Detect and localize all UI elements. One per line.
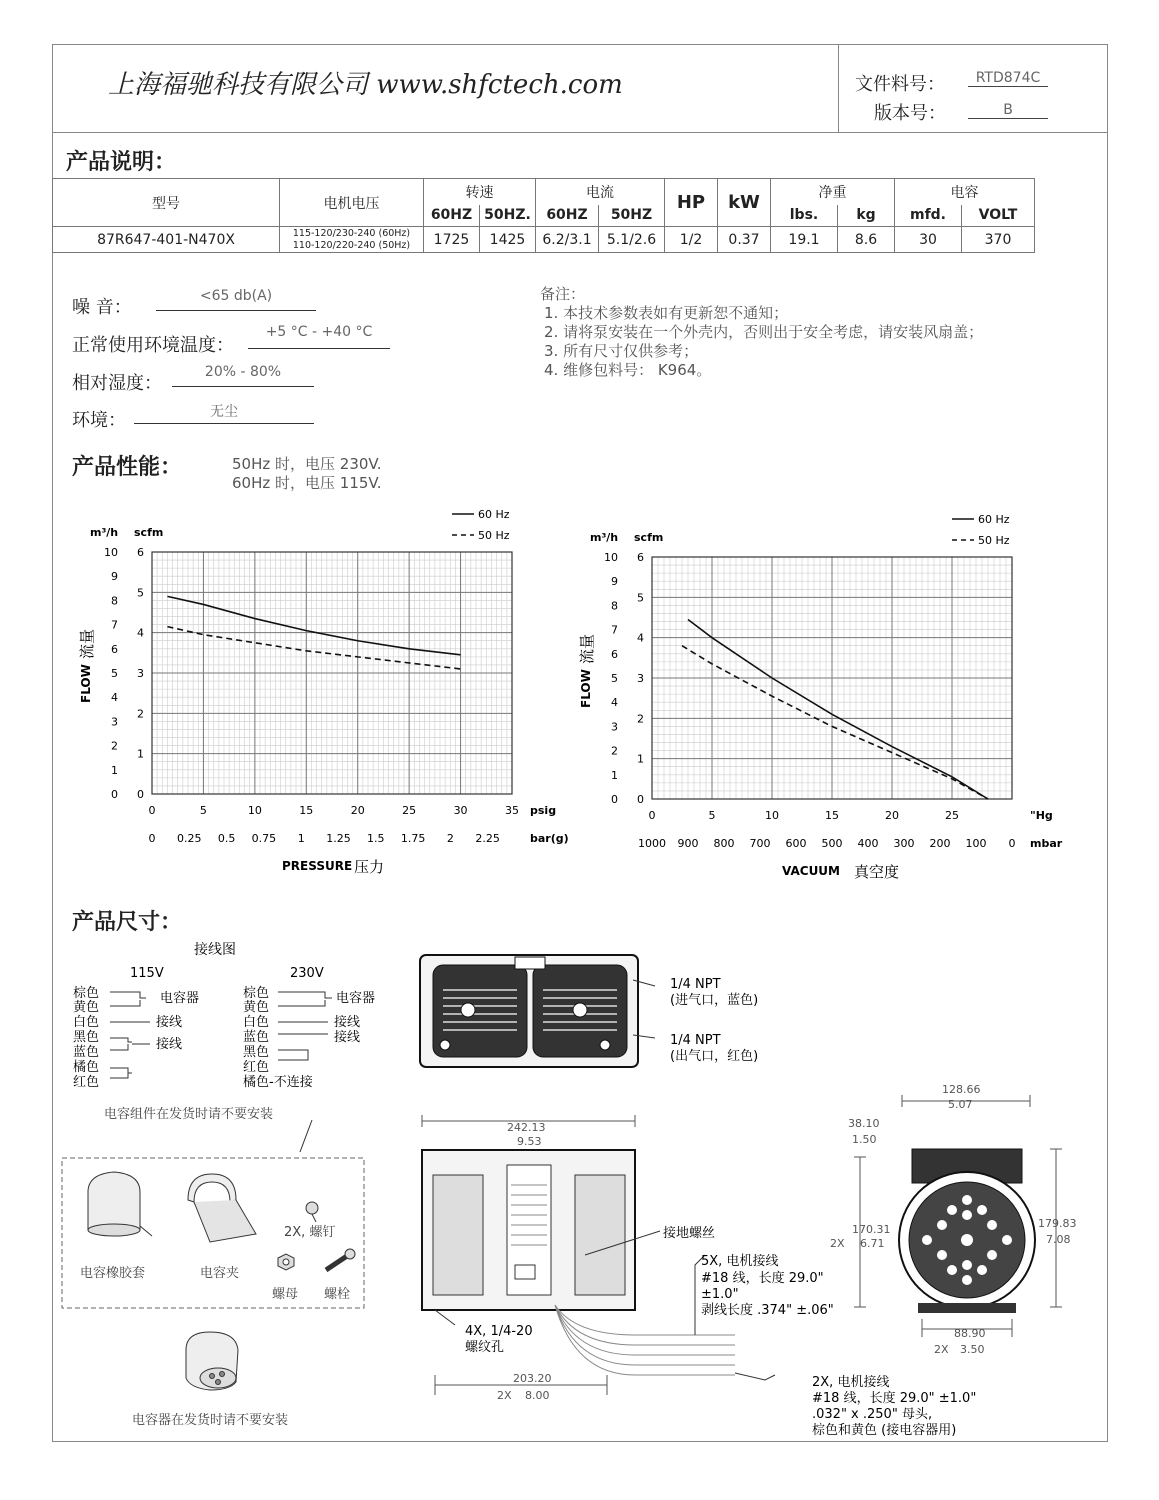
y2-tick-label: 3 (611, 720, 618, 734)
y2-tick-label: 4 (111, 691, 118, 705)
y-unit-label: scfm (634, 531, 664, 544)
performance-line1: 50Hz 时，电压 230V. (232, 455, 382, 473)
x2-unit-label: mbar (1030, 837, 1063, 850)
th-mfd: mfd. (895, 205, 962, 227)
env-label: 环境： (72, 410, 126, 431)
y2-tick-label: 0 (611, 793, 618, 806)
y-tick-label: 4 (637, 631, 644, 645)
wire2-3: .032" x .250" 母头, (812, 1407, 933, 1422)
y2-tick-label: 5 (111, 667, 118, 680)
th-kw: kW (718, 179, 771, 227)
doc-no-value: RTD874C (968, 70, 1048, 87)
wire230-5: 红色 (243, 1060, 270, 1075)
x2-tick-label: 500 (821, 837, 843, 850)
y2-tick-label: 6 (111, 642, 118, 656)
wire2-2: #18 线，长度 29.0" ±1.0" (812, 1391, 977, 1406)
th-60hz: 60HZ (424, 205, 480, 227)
cap-note: 电容组件在发货时请不要安装 (104, 1107, 274, 1122)
wire230-1: 黄色 (243, 1000, 270, 1015)
dim-242: 242.13 (507, 1121, 546, 1134)
dim-800: 8.00 (525, 1389, 550, 1402)
y2-tick-label: 3 (111, 715, 118, 729)
dim-2x-350: 2X (934, 1343, 949, 1356)
x-tick-label: 35 (505, 804, 519, 817)
series-line-0 (167, 596, 460, 654)
company-name: 上海福驰科技有限公司 www.shfctech.com (108, 70, 623, 100)
dim-20320: 203.20 (513, 1372, 552, 1385)
dim-708: 7.08 (1046, 1233, 1071, 1246)
connect-115b: 接线 (156, 1037, 183, 1052)
th-current: 电流 (536, 179, 665, 205)
y-axis-label: FLOW (79, 664, 93, 703)
note-2: 2. 请将泵安装在一个外壳内，否则出于安全考虑，请安装风扇盖； (544, 323, 984, 341)
dim-671: 6.71 (860, 1237, 885, 1250)
note-4: 4. 维修包料号： K964。 (544, 361, 712, 379)
cell-cur60: 6.2/3.1 (536, 227, 599, 253)
th-lbs: lbs. (771, 205, 838, 227)
y-tick-label: 3 (637, 672, 644, 685)
y2-tick-label: 2 (611, 744, 618, 758)
part-screw: 2X, 螺钉 (284, 1225, 336, 1240)
wire5-4: 剥线长度 .374" ±.06" (701, 1303, 834, 1318)
pump-top-view (415, 950, 815, 1075)
y2-tick-label: 6 (611, 647, 618, 661)
x-tick-label: 20 (885, 809, 899, 822)
cell-model: 87R647-401-N470X (53, 227, 280, 253)
th-voltage: 电机电压 (280, 179, 424, 227)
dimensions-title: 产品尺寸： (72, 910, 183, 935)
cell-cur50: 5.1/2.6 (599, 227, 665, 253)
cap-note2: 电容器在发货时请不要安装 (132, 1413, 289, 1428)
version-label: 版本号： (874, 103, 946, 124)
x2-tick-label: 1.75 (400, 832, 426, 845)
y2-tick-label: 10 (604, 551, 618, 564)
npt-in: 1/4 NPT (670, 977, 721, 992)
holes-1: 4X, 1/4-20 (465, 1324, 533, 1339)
y-tick-label: 0 (637, 793, 644, 806)
clip-icon (188, 1174, 256, 1242)
x2-tick-label: 400 (857, 837, 879, 850)
performance-title: 产品性能： (72, 455, 183, 480)
part-boot: 电容橡胶套 (80, 1266, 146, 1281)
noise-label: 噪 音： (72, 297, 132, 318)
x-axis-label: VACUUM (782, 864, 840, 878)
x-tick-label: 10 (247, 804, 262, 817)
x2-tick-label: 900 (677, 837, 699, 850)
wires-230-labels (243, 985, 313, 1090)
cell-hp: 1/2 (665, 227, 718, 253)
wire115-4: 蓝色 (73, 1045, 100, 1060)
connect-230a: 接线 (334, 1015, 361, 1030)
cell-volt: 370 (962, 227, 1035, 253)
x-axis-label-cn: 压力 (354, 858, 385, 876)
dim-350: 3.50 (960, 1343, 985, 1356)
wire115-1: 黄色 (73, 1000, 100, 1015)
th-volt: VOLT (962, 205, 1035, 227)
notes-title: 备注： (540, 285, 586, 303)
x-tick-label: 0 (648, 809, 656, 822)
version-value: B (968, 102, 1048, 119)
wiring-diagram (60, 930, 380, 1435)
y-tick-label: 0 (137, 788, 144, 801)
performance-line2: 60Hz 时，电压 115V. (232, 474, 382, 492)
header-vdivider (838, 44, 839, 132)
dim-8890: 88.90 (954, 1327, 986, 1340)
capacitor-icon (186, 1332, 238, 1390)
vacuum-flow-chart (570, 505, 1070, 890)
y-axis-label-cn: 流量 (78, 628, 96, 659)
x-tick-label: 20 (350, 804, 365, 817)
x2-tick-label: 1.25 (326, 832, 351, 845)
x2-tick-label: 0 (148, 832, 156, 845)
th-cap: 电容 (895, 179, 1035, 205)
y2-tick-label: 0 (111, 788, 118, 801)
x2-unit-label: bar(g) (530, 832, 569, 845)
th-model: 型号 (53, 179, 280, 227)
x-tick-label: 15 (299, 804, 314, 817)
env-value: 无尘 (134, 401, 314, 424)
wire2-callout (812, 1370, 1072, 1440)
holes-2: 螺纹孔 (465, 1340, 505, 1355)
x-unit-label: "Hg (1030, 809, 1053, 822)
x2-tick-label: 1 (297, 832, 305, 845)
y-tick-label: 5 (137, 586, 144, 600)
humidity-value: 20% - 80% (172, 364, 314, 387)
th-kg: kg (838, 205, 895, 227)
label-230v: 230V (290, 966, 324, 981)
wires-230-lines (278, 992, 332, 1060)
cell-mfd: 30 (895, 227, 962, 253)
x2-tick-label: 0.25 (177, 832, 202, 845)
noise-value: <65 db(A) (156, 288, 316, 311)
npt-out-sub: (出气口，红色) (670, 1049, 759, 1064)
cell-rpm60: 1725 (424, 227, 480, 253)
connect-115a: 接线 (156, 1015, 183, 1030)
temp-value: +5 °C - +40 °C (248, 324, 390, 349)
wire2-1: 2X, 电机接线 (812, 1375, 890, 1390)
y-tick-label: 5 (637, 591, 644, 605)
x-tick-label: 5 (708, 809, 716, 822)
cell-lbs: 19.1 (771, 227, 838, 253)
wire230-4: 黑色 (243, 1045, 270, 1060)
th-60hz-b: 60HZ (536, 205, 599, 227)
wire230-2: 白色 (243, 1015, 270, 1030)
wire115-3: 黑色 (73, 1030, 100, 1045)
spec-table (52, 178, 1035, 253)
part-nut: 螺母 (272, 1287, 299, 1302)
th-50hz-b: 50HZ (599, 205, 665, 227)
y2-tick-label: 5 (611, 672, 618, 685)
th-hp: HP (665, 179, 718, 227)
note-1: 1. 本技术参数表如有更新恕不通知； (544, 304, 789, 322)
dim-17983: 179.83 (1038, 1217, 1077, 1230)
x2-tick-label: 1000 (638, 837, 666, 850)
wire5-3: ±1.0" (701, 1287, 739, 1302)
dim-3810: 38.10 (848, 1117, 880, 1130)
y2-tick-label: 9 (611, 575, 618, 589)
y2-tick-label: 1 (111, 763, 118, 777)
wire115-2: 白色 (73, 1015, 100, 1030)
wire115-0: 棕色 (73, 986, 100, 1001)
x-tick-label: 30 (453, 804, 468, 817)
label-115v: 115V (130, 966, 164, 981)
y-axis-label-cn: 流量 (578, 633, 596, 664)
x-tick-label: 0 (148, 804, 156, 817)
npt-out: 1/4 NPT (670, 1033, 721, 1048)
wiring-title: 接线图 (194, 942, 236, 958)
series-line-1 (682, 646, 988, 799)
wire230-0: 棕色 (243, 986, 270, 1001)
cap-230: 电容器 (336, 991, 376, 1006)
wire115-5: 橘色 (73, 1060, 100, 1075)
wires-115-labels (73, 985, 99, 1090)
y2-tick-label: 1 (611, 768, 618, 782)
screw-icon (306, 1202, 318, 1222)
x-tick-label: 25 (402, 804, 417, 817)
dim-2x-671: 2X (830, 1237, 845, 1250)
dim-12866: 128.66 (942, 1083, 981, 1096)
y-tick-label: 4 (137, 626, 144, 640)
npt-in-sub: (进气口，蓝色) (670, 993, 759, 1008)
x2-tick-label: 0.5 (217, 832, 236, 845)
y2-tick-label: 9 (111, 570, 118, 584)
connect-230b: 接线 (334, 1030, 361, 1045)
cell-voltage-50: 110-120/220-240 (50Hz) (292, 239, 411, 251)
legend-label-1: 50 Hz (478, 529, 510, 542)
part-clip: 电容夹 (200, 1266, 240, 1281)
y2-tick-label: 4 (611, 696, 618, 710)
x-unit-label: psig (530, 804, 557, 817)
y-tick-label: 1 (137, 747, 144, 761)
doc-no-label: 文件料号： (855, 74, 945, 95)
wire230-3: 蓝色 (243, 1030, 270, 1045)
x2-tick-label: 2 (446, 832, 454, 845)
cell-kg: 8.6 (838, 227, 895, 253)
dim-953: 9.53 (517, 1135, 542, 1148)
y-tick-label: 3 (137, 667, 144, 680)
cell-rpm50: 1425 (480, 227, 536, 253)
pump-side-view (830, 1075, 1090, 1365)
cell-voltage (280, 227, 424, 253)
y2-unit-label: m³/h (90, 526, 119, 539)
legend-label-1: 50 Hz (978, 534, 1010, 547)
wire115-6: 红色 (73, 1075, 100, 1090)
y-tick-label: 6 (137, 546, 144, 559)
th-weight: 净重 (771, 179, 895, 205)
x2-tick-label: 100 (965, 837, 987, 850)
dim-2x-800: 2X (497, 1389, 512, 1402)
x-axis-label-cn: 真空度 (854, 863, 900, 881)
wire5-1: 5X, 电机接线 (701, 1254, 779, 1269)
bolt-icon (326, 1249, 355, 1270)
y-tick-label: 2 (137, 707, 144, 721)
dim-507: 5.07 (948, 1098, 973, 1111)
cap-note-leader (300, 1120, 312, 1152)
y-tick-label: 6 (637, 551, 644, 564)
boot-icon (88, 1172, 152, 1236)
x-axis-label: PRESSURE (282, 859, 353, 873)
humidity-label: 相对湿度： (72, 373, 162, 394)
th-50hz: 50HZ. (480, 205, 536, 227)
legend-label-0: 60 Hz (978, 513, 1010, 526)
y2-tick-label: 8 (111, 594, 118, 608)
note-3: 3. 所有尺寸仅供参考； (544, 342, 699, 360)
pump-front-view (415, 1105, 855, 1410)
x2-tick-label: 800 (713, 837, 735, 850)
x2-tick-label: 200 (929, 837, 951, 850)
y-tick-label: 2 (637, 712, 644, 726)
th-speed: 转速 (424, 179, 536, 205)
cell-kw: 0.37 (718, 227, 771, 253)
y-tick-label: 1 (637, 752, 644, 766)
dim-17031: 170.31 (852, 1223, 891, 1236)
x2-tick-label: 600 (785, 837, 807, 850)
y2-tick-label: 7 (611, 623, 618, 637)
product-desc-title: 产品说明： (66, 150, 177, 175)
y2-unit-label: m³/h (590, 531, 619, 544)
y2-tick-label: 7 (111, 618, 118, 632)
x-tick-label: 10 (765, 809, 779, 822)
ground-screw: 接地螺丝 (663, 1226, 716, 1241)
legend-label-0: 60 Hz (478, 508, 510, 521)
header-divider (52, 132, 1108, 133)
y2-tick-label: 8 (611, 599, 618, 613)
wire5-2: #18 线，长度 29.0" (701, 1271, 824, 1286)
y-axis-label: FLOW (579, 669, 593, 708)
y-unit-label: scfm (134, 526, 164, 539)
y2-tick-label: 10 (104, 546, 118, 559)
x-tick-label: 15 (825, 809, 839, 822)
wire2-4: 棕色和黄色 (接电容器用) (812, 1423, 957, 1438)
wire230-6: 橘色-不连接 (243, 1075, 313, 1090)
nut-icon (278, 1254, 294, 1270)
pressure-flow-chart (70, 500, 570, 885)
x2-tick-label: 2.25 (475, 832, 500, 845)
x2-tick-label: 0 (1008, 837, 1016, 850)
x-tick-label: 5 (199, 804, 207, 817)
x-tick-label: 25 (945, 809, 959, 822)
temp-label: 正常使用环境温度： (72, 335, 234, 356)
x2-tick-label: 1.5 (367, 832, 385, 845)
y2-tick-label: 2 (111, 739, 118, 753)
x2-tick-label: 700 (749, 837, 771, 850)
dim-150: 1.50 (852, 1133, 877, 1146)
cell-voltage-60: 115-120/230-240 (60Hz) (292, 227, 411, 239)
part-bolt: 螺栓 (324, 1287, 351, 1302)
wires-115-lines (110, 992, 150, 1078)
x2-tick-label: 0.75 (251, 832, 277, 845)
x2-tick-label: 300 (893, 837, 915, 850)
cap-115: 电容器 (160, 991, 200, 1006)
